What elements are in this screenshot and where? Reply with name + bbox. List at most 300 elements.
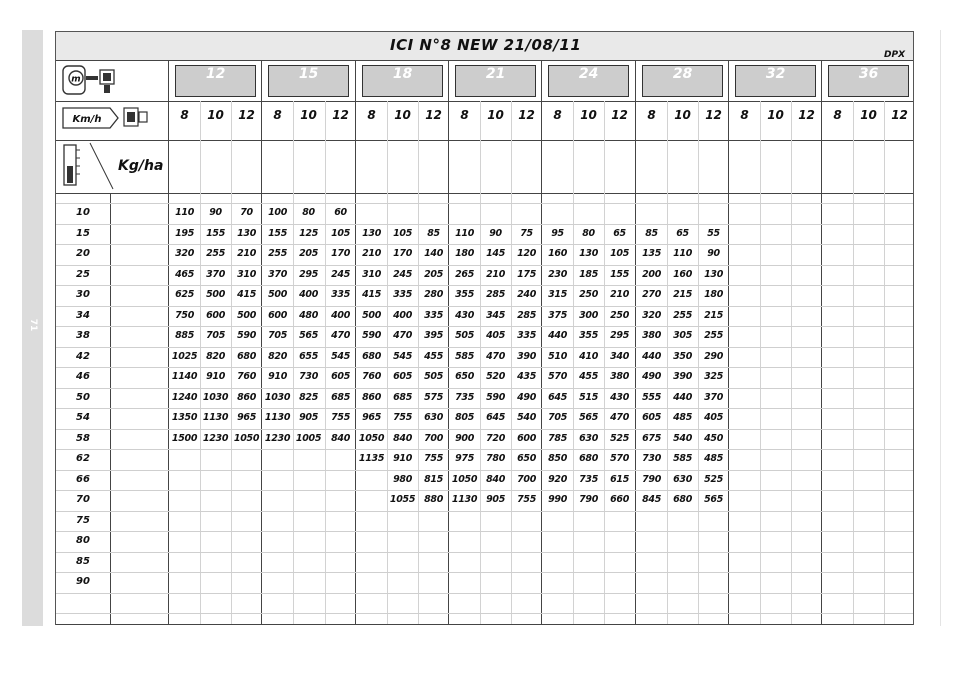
- table-cell: 880: [424, 494, 444, 505]
- table-cell: 80: [582, 228, 595, 239]
- table-cell: 910: [206, 371, 226, 382]
- table-cell: 375: [548, 310, 568, 321]
- table-cell: 525: [610, 433, 630, 444]
- table-cell: 245: [393, 269, 413, 280]
- table-cell: 705: [206, 330, 226, 341]
- table-cell: 440: [548, 330, 568, 341]
- table-cell: 1350: [171, 412, 198, 423]
- table-cell: 130: [237, 228, 257, 239]
- row-label-10: 10: [76, 207, 90, 218]
- table-cell: 1130: [451, 494, 478, 505]
- table-cell: 390: [673, 371, 693, 382]
- table-cell: 435: [517, 371, 537, 382]
- table-cell: 685: [331, 392, 351, 403]
- table-cell: 265: [455, 269, 475, 280]
- table-cell: 1005: [295, 433, 322, 444]
- table-cell: 815: [424, 474, 444, 485]
- table-cell: 645: [548, 392, 568, 403]
- table-cell: 700: [424, 433, 444, 444]
- table-cell: 500: [237, 310, 257, 321]
- table-cell: 300: [579, 310, 599, 321]
- column-gridline: [791, 101, 792, 624]
- table-cell: 470: [393, 330, 413, 341]
- table-cell: 60: [334, 207, 347, 218]
- table-cell: 335: [424, 310, 444, 321]
- table-cell: 335: [517, 330, 537, 341]
- table-cell: 975: [455, 453, 475, 464]
- table-cell: 120: [517, 248, 537, 259]
- group-divider: [821, 60, 822, 624]
- table-cell: 910: [268, 371, 288, 382]
- table-cell: 215: [673, 289, 693, 300]
- table-cell: 325: [704, 371, 724, 382]
- table-cell: 705: [548, 412, 568, 423]
- table-cell: 100: [268, 207, 288, 218]
- table-cell: 295: [610, 330, 630, 341]
- row-label-85: 85: [76, 556, 90, 567]
- table-cell: 430: [610, 392, 630, 403]
- table-cell: 110: [175, 207, 195, 218]
- table-cell: 1025: [171, 351, 198, 362]
- width-header: 8: [740, 108, 749, 122]
- shutter-opening-icon: [62, 65, 122, 97]
- header-divider: [56, 101, 913, 102]
- table-cell: 160: [548, 248, 568, 259]
- table-bottom-border: [56, 624, 913, 625]
- table-cell: 760: [237, 371, 257, 382]
- group-header-label: 12: [205, 66, 226, 82]
- table-cell: 1130: [202, 412, 229, 423]
- spread-rate-gauge-icon: [60, 142, 115, 190]
- group-header-28: [642, 65, 723, 97]
- table-cell: 980: [393, 474, 413, 485]
- table-cell: 170: [393, 248, 413, 259]
- table-cell: 755: [517, 494, 537, 505]
- group-header-label: 36: [858, 66, 879, 82]
- column-gridline: [884, 101, 885, 624]
- row-label-54: 54: [76, 412, 90, 423]
- table-cell: 730: [642, 453, 662, 464]
- width-header: 8: [460, 108, 469, 122]
- row-label-34: 34: [76, 310, 90, 321]
- table-cell: 175: [517, 269, 537, 280]
- page-number: 71: [28, 318, 38, 332]
- table-cell: 680: [579, 453, 599, 464]
- group-header-label: 15: [298, 66, 319, 82]
- table-cell: 65: [676, 228, 689, 239]
- table-cell: 70: [240, 207, 253, 218]
- table-cell: 180: [704, 289, 724, 300]
- table-cell: 790: [579, 494, 599, 505]
- width-header: 12: [798, 108, 815, 122]
- table-cell: 310: [237, 269, 257, 280]
- table-cell: 355: [455, 289, 475, 300]
- table-cell: 405: [486, 330, 506, 341]
- table-cell: 210: [237, 248, 257, 259]
- table-cell: 75: [520, 228, 533, 239]
- table-cell: 410: [579, 351, 599, 362]
- table-cell: 820: [206, 351, 226, 362]
- table-cell: 600: [206, 310, 226, 321]
- model-code: DPX: [884, 50, 906, 60]
- table-cell: 470: [610, 412, 630, 423]
- table-cell: 205: [424, 269, 444, 280]
- table-cell: 545: [331, 351, 351, 362]
- row-label-46: 46: [76, 371, 90, 382]
- column-gridline: [760, 101, 761, 624]
- table-cell: 85: [645, 228, 658, 239]
- table-cell: 860: [237, 392, 257, 403]
- table-cell: 625: [175, 289, 195, 300]
- speed-unit-label: Km/h: [72, 114, 102, 125]
- group-header-label: 21: [485, 66, 506, 82]
- table-cell: 215: [704, 310, 724, 321]
- group-header-36: [828, 65, 909, 97]
- width-header: 10: [300, 108, 317, 122]
- table-cell: 630: [424, 412, 444, 423]
- table-cell: 540: [673, 433, 693, 444]
- table-cell: 885: [175, 330, 195, 341]
- table-cell: 845: [642, 494, 662, 505]
- table-cell: 205: [299, 248, 319, 259]
- group-header-label: 24: [578, 66, 599, 82]
- table-cell: 920: [548, 474, 568, 485]
- table-cell: 1030: [202, 392, 229, 403]
- table-cell: 380: [642, 330, 662, 341]
- table-cell: 65: [613, 228, 626, 239]
- table-cell: 585: [673, 453, 693, 464]
- width-header: 10: [674, 108, 691, 122]
- group-header-label: 28: [672, 66, 693, 82]
- header-divider: [56, 60, 913, 61]
- width-header: 10: [860, 108, 877, 122]
- row-label-90: 90: [76, 576, 90, 587]
- table-cell: 180: [455, 248, 475, 259]
- header-divider: [56, 140, 913, 141]
- table-cell: 1055: [389, 494, 416, 505]
- table-cell: 565: [579, 412, 599, 423]
- row-label-20: 20: [76, 248, 90, 259]
- table-cell: 110: [673, 248, 693, 259]
- width-header: 8: [553, 108, 562, 122]
- width-header: 10: [394, 108, 411, 122]
- table-cell: 500: [268, 289, 288, 300]
- table-cell: 370: [704, 392, 724, 403]
- table-cell: 965: [362, 412, 382, 423]
- table-cell: 820: [268, 351, 288, 362]
- table-cell: 285: [517, 310, 537, 321]
- table-cell: 905: [299, 412, 319, 423]
- table-cell: 1050: [358, 433, 385, 444]
- table-cell: 780: [486, 453, 506, 464]
- table-cell: 680: [362, 351, 382, 362]
- table-cell: 1230: [264, 433, 291, 444]
- table-cell: 590: [362, 330, 382, 341]
- table-cell: 570: [548, 371, 568, 382]
- table-cell: 490: [642, 371, 662, 382]
- table-cell: 440: [673, 392, 693, 403]
- table-cell: 605: [642, 412, 662, 423]
- width-header: 8: [833, 108, 842, 122]
- table-cell: 440: [642, 351, 662, 362]
- width-header: 10: [207, 108, 224, 122]
- table-cell: 785: [548, 433, 568, 444]
- table-cell: 500: [206, 289, 226, 300]
- table-cell: 490: [517, 392, 537, 403]
- table-cell: 295: [299, 269, 319, 280]
- table-cell: 1500: [171, 433, 198, 444]
- table-cell: 825: [299, 392, 319, 403]
- table-cell: 840: [393, 433, 413, 444]
- table-cell: 155: [268, 228, 288, 239]
- table-cell: 240: [517, 289, 537, 300]
- table-cell: 630: [673, 474, 693, 485]
- width-header: 12: [518, 108, 535, 122]
- table-cell: 570: [610, 453, 630, 464]
- table-cell: 335: [331, 289, 351, 300]
- table-cell: 990: [548, 494, 568, 505]
- table-cell: 470: [486, 351, 506, 362]
- group-header-18: [362, 65, 443, 97]
- table-cell: 645: [486, 412, 506, 423]
- table-cell: 310: [362, 269, 382, 280]
- table-cell: 285: [486, 289, 506, 300]
- table-cell: 400: [393, 310, 413, 321]
- table-cell: 270: [642, 289, 662, 300]
- table-cell: 105: [610, 248, 630, 259]
- table-cell: 1240: [171, 392, 198, 403]
- table-cell: 605: [393, 371, 413, 382]
- table-cell: 1230: [202, 433, 229, 444]
- row-label-62: 62: [76, 453, 90, 464]
- group-header-12: [175, 65, 256, 97]
- table-cell: 660: [610, 494, 630, 505]
- table-cell: 370: [206, 269, 226, 280]
- table-cell: 755: [331, 412, 351, 423]
- table-cell: 415: [362, 289, 382, 300]
- row-label-25: 25: [76, 269, 90, 280]
- table-cell: 675: [642, 433, 662, 444]
- page-title: ICI N°8 NEW 21/08/11: [390, 36, 582, 54]
- row-gridline: [56, 572, 913, 573]
- table-cell: 85: [427, 228, 440, 239]
- row-label-15: 15: [76, 228, 90, 239]
- table-cell: 130: [579, 248, 599, 259]
- table-cell: 500: [362, 310, 382, 321]
- table-cell: 390: [517, 351, 537, 362]
- page-edge: [940, 30, 941, 626]
- table-cell: 380: [610, 371, 630, 382]
- group-header-label: 18: [392, 66, 413, 82]
- table-cell: 405: [704, 412, 724, 423]
- table-cell: 340: [610, 351, 630, 362]
- table-cell: 255: [704, 330, 724, 341]
- table-cell: 805: [455, 412, 475, 423]
- table-cell: 250: [610, 310, 630, 321]
- row-label-75: 75: [76, 515, 90, 526]
- table-cell: 755: [393, 412, 413, 423]
- table-cell: 655: [299, 351, 319, 362]
- table-cell: 565: [704, 494, 724, 505]
- table-cell: 355: [579, 330, 599, 341]
- table-cell: 245: [331, 269, 351, 280]
- table-cell: 905: [486, 494, 506, 505]
- table-cell: 750: [175, 310, 195, 321]
- table-cell: 130: [362, 228, 382, 239]
- width-header: 10: [580, 108, 597, 122]
- table-cell: 315: [548, 289, 568, 300]
- table-cell: 680: [237, 351, 257, 362]
- table-cell: 90: [489, 228, 502, 239]
- table-cell: 590: [237, 330, 257, 341]
- table-cell: 735: [579, 474, 599, 485]
- table-cell: 210: [362, 248, 382, 259]
- group-header-24: [548, 65, 629, 97]
- table-cell: 615: [610, 474, 630, 485]
- table-cell: 400: [299, 289, 319, 300]
- width-header: 12: [425, 108, 442, 122]
- table-cell: 600: [268, 310, 288, 321]
- table-cell: 505: [455, 330, 475, 341]
- table-cell: 735: [455, 392, 475, 403]
- table-cell: 555: [642, 392, 662, 403]
- table-cell: 450: [704, 433, 724, 444]
- table-cell: 110: [455, 228, 475, 239]
- table-cell: 80: [302, 207, 315, 218]
- table-cell: 505: [424, 371, 444, 382]
- speed-icon: [62, 104, 150, 132]
- row-label-38: 38: [76, 330, 90, 341]
- table-cell: 1140: [171, 371, 198, 382]
- width-header: 12: [891, 108, 908, 122]
- table-cell: 590: [486, 392, 506, 403]
- width-header: 10: [487, 108, 504, 122]
- table-cell: 455: [579, 371, 599, 382]
- column-gridline: [853, 101, 854, 624]
- table-cell: 510: [548, 351, 568, 362]
- table-cell: 465: [175, 269, 195, 280]
- table-cell: 860: [362, 392, 382, 403]
- group-header-32: [735, 65, 816, 97]
- width-header: 8: [273, 108, 282, 122]
- row-label-30: 30: [76, 289, 90, 300]
- width-header: 10: [767, 108, 784, 122]
- table-cell: 720: [486, 433, 506, 444]
- table-cell: 345: [486, 310, 506, 321]
- table-cell: 790: [642, 474, 662, 485]
- table-cell: 600: [517, 433, 537, 444]
- table-cell: 135: [642, 248, 662, 259]
- table-cell: 185: [579, 269, 599, 280]
- group-header-label: 32: [765, 66, 786, 82]
- table-cell: 685: [393, 392, 413, 403]
- table-cell: 680: [673, 494, 693, 505]
- table-cell: 540: [517, 412, 537, 423]
- width-header: 8: [180, 108, 189, 122]
- table-cell: 565: [299, 330, 319, 341]
- table-cell: 1135: [358, 453, 385, 464]
- table-cell: 95: [551, 228, 564, 239]
- width-header: 12: [611, 108, 628, 122]
- row-gridline: [56, 531, 913, 532]
- group-header-21: [455, 65, 536, 97]
- row-label-80: 80: [76, 535, 90, 546]
- table-cell: 515: [579, 392, 599, 403]
- row-gridline: [56, 511, 913, 512]
- row-label-66: 66: [76, 474, 90, 485]
- table-cell: 605: [331, 371, 351, 382]
- table-cell: 290: [704, 351, 724, 362]
- table-cell: 320: [642, 310, 662, 321]
- table-cell: 650: [517, 453, 537, 464]
- table-cell: 170: [331, 248, 351, 259]
- table-cell: 90: [209, 207, 222, 218]
- table-cell: 210: [486, 269, 506, 280]
- width-header: 12: [332, 108, 349, 122]
- width-header: 8: [647, 108, 656, 122]
- table-cell: 520: [486, 371, 506, 382]
- table-cell: 700: [517, 474, 537, 485]
- table-cell: 705: [268, 330, 288, 341]
- row-gridline: [56, 613, 913, 614]
- table-cell: 255: [673, 310, 693, 321]
- table-cell: 105: [393, 228, 413, 239]
- table-cell: 255: [268, 248, 288, 259]
- table-cell: 470: [331, 330, 351, 341]
- table-cell: 910: [393, 453, 413, 464]
- table-cell: 650: [455, 371, 475, 382]
- table-cell: 200: [642, 269, 662, 280]
- table-cell: 125: [299, 228, 319, 239]
- table-cell: 335: [393, 289, 413, 300]
- table-cell: 545: [393, 351, 413, 362]
- table-cell: 630: [579, 433, 599, 444]
- table-cell: 850: [548, 453, 568, 464]
- table-cell: 155: [206, 228, 226, 239]
- width-header: 12: [705, 108, 722, 122]
- table-cell: 840: [331, 433, 351, 444]
- table-cell: 255: [206, 248, 226, 259]
- table-cell: 1050: [233, 433, 260, 444]
- width-header: 12: [238, 108, 255, 122]
- table-cell: 280: [424, 289, 444, 300]
- row-label-58: 58: [76, 433, 90, 444]
- table-cell: 400: [331, 310, 351, 321]
- table-cell: 1030: [264, 392, 291, 403]
- table-cell: 155: [610, 269, 630, 280]
- header-divider: [56, 193, 913, 194]
- table-cell: 210: [610, 289, 630, 300]
- row-label-42: 42: [76, 351, 90, 362]
- group-header-15: [268, 65, 349, 97]
- table-cell: 575: [424, 392, 444, 403]
- table-cell: 320: [175, 248, 195, 259]
- table-cell: 105: [331, 228, 351, 239]
- table-cell: 1130: [264, 412, 291, 423]
- table-cell: 485: [673, 412, 693, 423]
- table-cell: 395: [424, 330, 444, 341]
- row-label-50: 50: [76, 392, 90, 403]
- table-cell: 250: [579, 289, 599, 300]
- unit-label: Kg/ha: [118, 158, 164, 174]
- table-cell: 160: [673, 269, 693, 280]
- table-cell: 195: [175, 228, 195, 239]
- table-cell: 415: [237, 289, 257, 300]
- table-cell: 430: [455, 310, 475, 321]
- table-cell: 1050: [451, 474, 478, 485]
- table-cell: 525: [704, 474, 724, 485]
- table-cell: 840: [486, 474, 506, 485]
